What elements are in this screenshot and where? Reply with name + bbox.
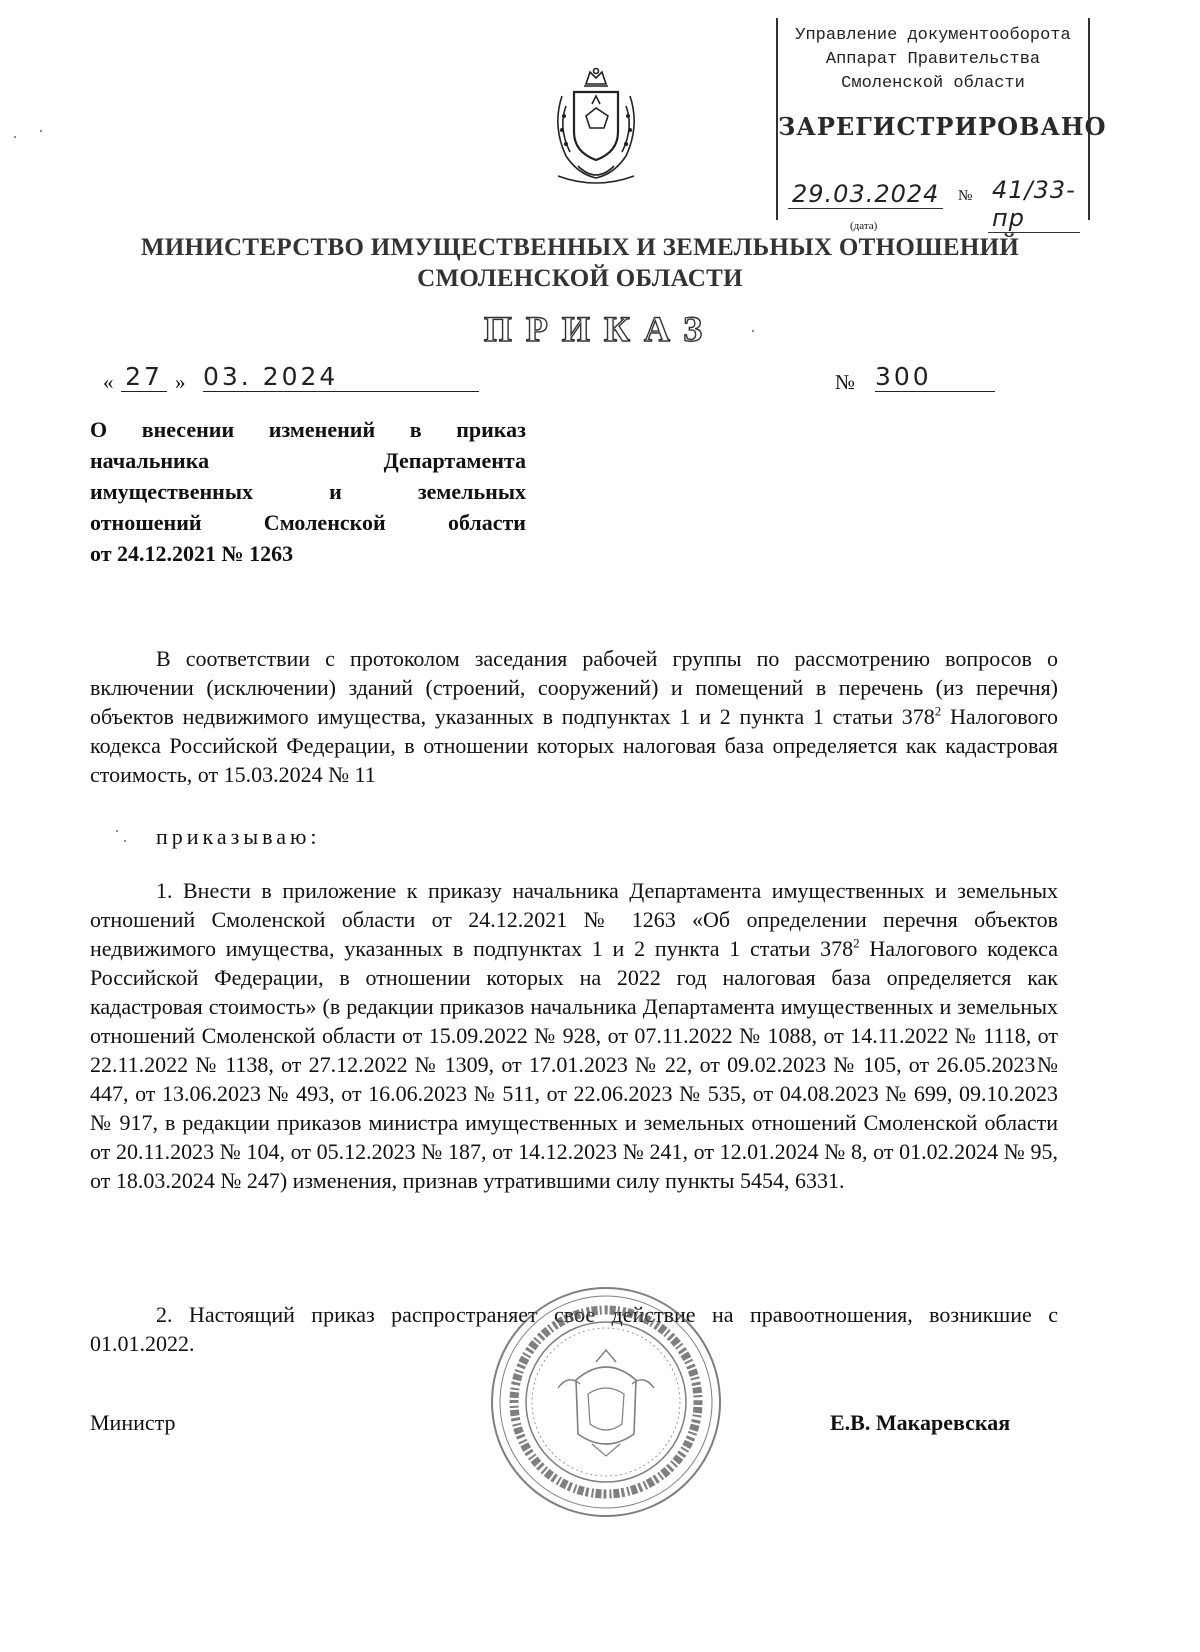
document-day: 27: [121, 362, 167, 392]
preamble-text-a: В соответствии с протоколом заседания рабочей группы по рассмотрению вопросов о включении (исключении) зданий (строений, сооружений) и помещений в перечень (из перечня) объектов недвижимого имущества, указанных в подпунктах 1 и 2 пункта 1 статьи 378: [90, 646, 1058, 729]
stamp-date-row: [788, 176, 1078, 232]
preamble-superscript: 2: [934, 703, 942, 719]
registration-stamp: [776, 18, 1107, 232]
order-word: приказываю:: [156, 824, 321, 849]
coat-of-arms-icon: [548, 66, 644, 188]
ministry-name: [120, 232, 1040, 294]
clause-1-paragraph: [90, 876, 1058, 1195]
stamp-number: 41/33-пр: [988, 176, 1080, 233]
stamp-no-sign: №: [958, 188, 973, 204]
scan-speck: [40, 130, 42, 132]
scan-speck: [752, 330, 754, 332]
scan-speck: [124, 840, 126, 842]
ministry-line-1: МИНИСТЕРСТВО ИМУЩЕСТВЕННЫХ И ЗЕМЕЛЬНЫХ ОТНОШЕНИЙ: [140, 234, 1020, 261]
signatory-title: Министр: [90, 1410, 176, 1435]
open-quote: «: [103, 370, 114, 394]
signatory-name: Е.В. Макаревская: [830, 1410, 1011, 1435]
document-month-year: 03. 2024: [203, 362, 479, 392]
official-seal-icon: [488, 1284, 724, 1520]
scan-speck: [116, 830, 118, 832]
stamp-date-caption: (дата): [850, 220, 878, 232]
clause-1-superscript: 2: [853, 935, 860, 951]
stamp-region: Смоленской области: [841, 74, 1025, 93]
subject-line-5: от 24.12.2021 № 1263: [90, 541, 294, 566]
scan-speck: [14, 136, 16, 138]
subject-line-1: О внесении изменений в приказ: [90, 417, 526, 442]
ministry-line-2: СМОЛЕНСКОЙ ОБЛАСТИ: [417, 265, 743, 292]
preamble-text-b: Налогового кодекса Российской Федерации, в отношении которых налоговая база определяется как кадастровая стоимость, от 15.03.2024 № 11: [90, 704, 1059, 787]
date-number-line: [95, 362, 1055, 402]
stamp-department: Управление документооборота: [795, 26, 1071, 45]
subject-line-3: имущественных и земельных: [90, 479, 526, 504]
number-sign: №: [835, 370, 856, 394]
subject-line-2: начальника Департамента: [90, 448, 526, 473]
subject-line-4: отношений Смоленской области: [90, 510, 526, 535]
stamp-status: ЗАРЕГИСТРИРОВАНО: [778, 112, 1107, 141]
document-type: ПРИКАЗ: [483, 309, 717, 349]
stamp-office: Аппарат Правительства: [825, 50, 1041, 69]
document-subject: [90, 414, 526, 569]
document-number: 300: [875, 362, 995, 392]
stamp-date: 29.03.2024: [788, 180, 943, 209]
close-quote: »: [175, 370, 186, 394]
clause-1-text-b: Налогового кодекса Российской Федерации, в отношении которых на 2022 год налоговая база определяется как кадастровая стоимость» (в редакции приказов начальника Департамента имущественных и земельных отношений Смоленской области от 15.09.2022 № 928, от 07.11.2022 № 1088, от 14.11.2022 № 1118, от 22.11.2022 № 1138, от 27.12.2022 № 1309, от 17.01.2023 № 22, от 09.02.2023 № 105, от 26.05.2023№ 447, от 13.06.2023 № 493, от 16.06.2023 № 511, от 22.06.2023 № 535, от 04.08.2023 № 699, 09.10.2023 № 917, в редакции приказов министра имущественных и земельных отношений Смоленской области от 20.11.2023 № 104, от 05.12.2023 № 187, от 14.12.2023 № 241, от 12.01.2024 № 8, от 01.02.2024 № 95, от 18.03.2024 № 247) изменения, признав утратившими силу пункты 5454, 6331.: [90, 936, 1058, 1193]
clause-2-paragraph: 2. Настоящий приказ распространяет свое действие на правоотношения, возникшие с 01.01.2022.: [90, 1302, 1058, 1356]
clause-1-text-a: 1. Внести в приложение к приказу начальника Департамента имущественных и земельных отношений Смоленской области от 24.12.2021 № 1263 «Об определении перечня объектов недвижимого имущества, указанных в подпунктах 1 и 2 пункта 1 статьи 378: [90, 878, 1058, 961]
preamble-paragraph: [90, 644, 1058, 789]
